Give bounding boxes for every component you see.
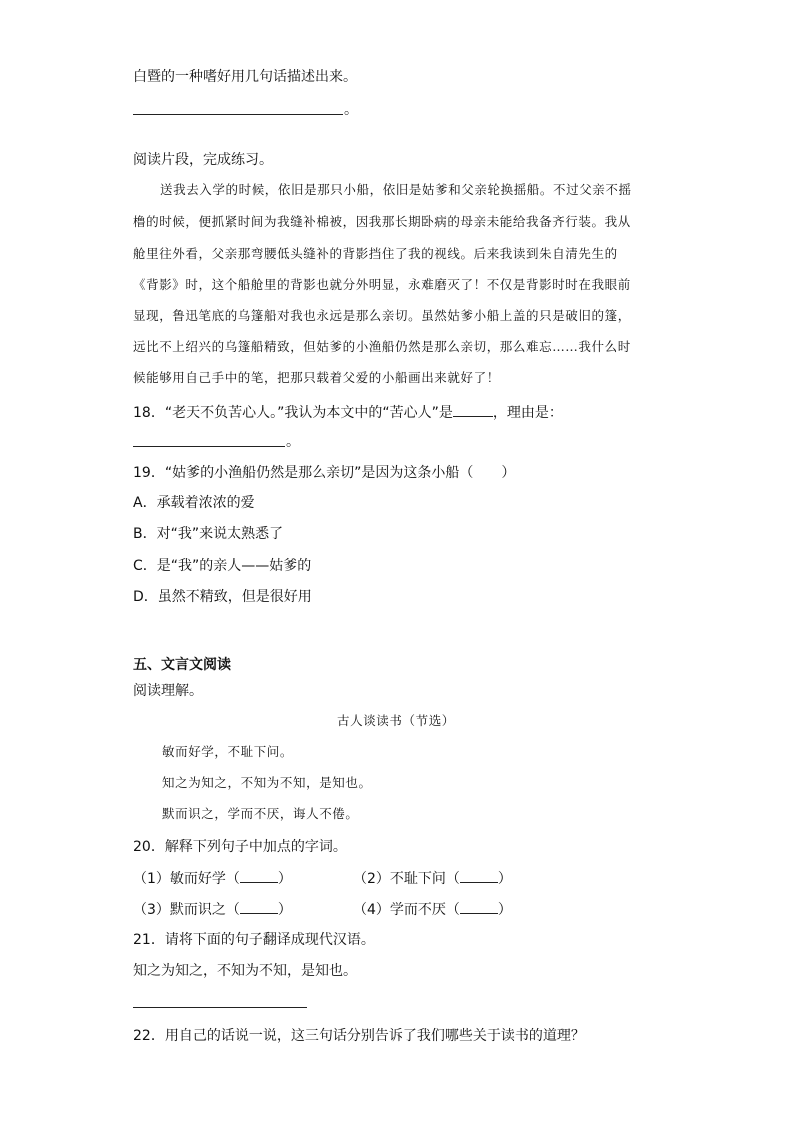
q20-item-text: （1）敏而好学（ [133, 871, 240, 887]
option-b[interactable]: B．对“我”来说太熟悉了 [133, 526, 284, 542]
section-intro: 阅读理解。 [133, 683, 203, 699]
q20-item-close: ） [277, 902, 292, 918]
q20-item [353, 900, 512, 919]
answer-line [133, 114, 343, 115]
question-19: 19．“姑爹的小渔船仍然是那么亲切”是因为这条小船（ ） [133, 465, 516, 481]
q20-item-close: ） [497, 871, 512, 887]
passage-line: 舱里往外看，父亲那弯腰低头缝补的背影挡住了我的视线。后来我读到朱自清先生的 [133, 246, 618, 261]
classical-text-title: 古人谈读书（节选） [337, 713, 455, 728]
answer-blank[interactable] [460, 869, 498, 883]
classical-line: 默而识之，学而不厌，诲人不倦。 [162, 806, 359, 821]
passage-intro: 阅读片段，完成练习。 [133, 152, 273, 168]
classical-line: 敏而好学，不耻下问。 [162, 744, 294, 759]
sentence-to-translate: 知之为知之，不知为不知，是知也。 [133, 963, 357, 979]
q20-item-text: （4）学而不厌（ [353, 902, 460, 918]
question-22: 22．用自己的话说一说，这三句话分别告诉了我们哪些关于读书的道理？ [133, 1028, 585, 1044]
section-heading: 五、文言文阅读 [133, 657, 231, 673]
classical-line: 知之为知之，不知为不知，是知也。 [162, 775, 372, 790]
passage-line: 橹的时候，便抓紧时间为我缝补棉被，因我那长期卧病的母亲未能给我备齐行装。我从 [133, 214, 631, 229]
question-18-text-b: ，理由是： [492, 405, 563, 421]
question-18-text-a: 18．“老天不负苦心人。”我认为本文中的“苦心人”是 [133, 405, 453, 421]
answer-blank[interactable] [453, 403, 493, 417]
answer-line-end: 。 [344, 102, 358, 118]
option-d[interactable]: D．虽然不精致，但是很好用 [133, 589, 312, 605]
passage-line: 送我去入学的时候，依旧是那只小船，依旧是姑爹和父亲轮换摇船。不过父亲不摇 [160, 182, 632, 197]
q20-item-close: ） [277, 871, 292, 887]
answer-blank[interactable] [460, 900, 498, 914]
q20-item [133, 900, 292, 919]
q20-item-text: （3）默而识之（ [133, 902, 240, 918]
question-18 [133, 403, 563, 422]
answer-blank[interactable] [240, 900, 278, 914]
answer-line-end: 。 [286, 434, 300, 450]
passage-line: 《背影》时，这个船舱里的背影也就分外明显，永难磨灭了！不仅是背影时时在我眼前 [133, 277, 631, 292]
answer-line[interactable] [133, 446, 285, 447]
question-20: 20．解释下列句子中加点的字词。 [133, 839, 347, 855]
option-c[interactable]: C．是“我”的亲人——姑爹的 [133, 558, 312, 574]
q20-item [353, 869, 512, 888]
question-21: 21．请将下面的句子翻译成现代汉语。 [133, 932, 375, 948]
passage-line: 显现，鲁迅笔底的乌篷船对我也永远是那么亲切。虽然姑爹小船上盖的只是破旧的篷， [133, 308, 631, 323]
passage-line: 候能够用自己手中的笔，把那只载着父爱的小船画出来就好了！ [133, 370, 500, 385]
q20-item [133, 869, 292, 888]
q20-item-close: ） [497, 902, 512, 918]
answer-line[interactable] [133, 1007, 307, 1008]
q20-item-text: （2）不耻下问（ [353, 871, 460, 887]
passage-line: 远比不上绍兴的乌篷船精致，但姑爹的小渔船仍然是那么亲切，那么难忘……我什么时 [133, 339, 631, 354]
question-text: 白暨的一种嗜好用几句话描述出来。 [133, 69, 357, 85]
answer-blank[interactable] [240, 869, 278, 883]
option-a[interactable]: A．承载着浓浓的爱 [133, 495, 255, 511]
